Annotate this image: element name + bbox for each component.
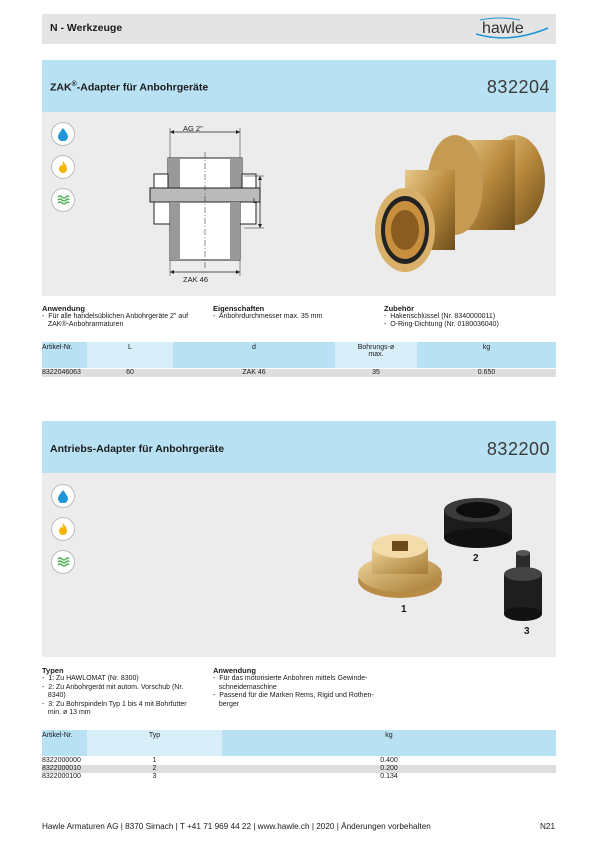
adapter-type2-photo	[440, 492, 516, 550]
adapter-technical-drawing	[140, 118, 280, 290]
s1-th-bohrung: Bohrungs-ø max.	[357, 344, 395, 358]
s2-table-header	[42, 730, 556, 756]
page-number: N21	[540, 822, 556, 831]
s2-info-typen-line4: - 3: Zu Bohrspindeln Typ 1 bis 4 mit Bohrfutter	[42, 701, 187, 708]
hawle-logo	[470, 14, 554, 44]
footer-text: Hawle Armaturen AG | 8370 Sirnach | T +41 71 969 44 22 | www.hawle.ch | 2020 | Änderungen vorbehalten	[42, 822, 431, 831]
s2-info-typen-line1: - 1: Zu HAWLOMAT (Nr. 8300)	[42, 675, 139, 682]
s2-info-heading-typen: Typen	[42, 666, 64, 675]
s1-info-heading-eigenschaften: Eigenschaften	[213, 304, 265, 313]
logo-text: hawle	[482, 20, 524, 37]
s2-th-typ: Typ	[148, 732, 161, 739]
s2-info-anwendung-line1: - Für das motorisierte Anbohren mittels Gewinde-	[213, 675, 368, 682]
drawing-side-label: L	[253, 196, 258, 205]
section1-title: ZAK®-Adapter für Anbohrgeräte	[50, 81, 209, 94]
s2-info-heading-anwendung: Anwendung	[213, 666, 256, 675]
s1-info-anwendung-line2: ZAK®-Anbohrarmaturen	[42, 321, 124, 328]
s1-info-anwendung-line1: - Für alle handelsüblichen Anbohrgeräte 2" auf	[42, 313, 189, 320]
page-category-title: N - Werkzeuge	[50, 22, 123, 34]
s2-th-kg: kg	[385, 732, 393, 739]
s2-th-artikel: Artikel-Nr.	[42, 732, 73, 739]
s1-table-header	[42, 342, 556, 368]
water-drop-icon	[51, 484, 75, 508]
adapter-type3-photo	[498, 550, 548, 622]
s2-info-typen-line5: min. ø 13 mm	[42, 709, 91, 716]
s2-info-anwendung-line3: - Passend für die Marken Rems, Rigid und Rothen-	[213, 692, 374, 699]
adapter-type1-photo	[355, 530, 445, 600]
s2-info-anwendung-line4: berger	[213, 701, 240, 708]
drawing-bottom-label: ZAK 46	[183, 275, 209, 284]
s1-th-d: d	[252, 344, 256, 351]
s1-info-heading-anwendung: Anwendung	[42, 304, 85, 313]
callout-2: 2	[473, 553, 479, 564]
s1-th-artikel: Artikel-Nr.	[42, 344, 73, 351]
s1-info-heading-zubehoer: Zubehör	[384, 304, 414, 313]
s1-info-zubehoer-line1: - Hakenschlüssel (Nr. 8340000011)	[384, 313, 496, 320]
water-drop-icon	[51, 122, 75, 146]
waves-icon	[51, 550, 75, 574]
s1-th-l: L	[128, 344, 132, 351]
table-row: 8322000010 2 0.200	[42, 765, 556, 773]
zak-adapter-product-photo	[365, 120, 555, 285]
waves-icon	[51, 188, 75, 212]
s2-info-anwendung-line2: schneidemaschine	[213, 684, 277, 691]
s1-th-kg: kg	[482, 344, 491, 351]
callout-3: 3	[524, 626, 530, 637]
section2-title: Antriebs-Adapter für Anbohrgeräte	[50, 443, 225, 455]
table-row: 8322000000 1 0.400	[42, 757, 398, 764]
table-row: 8322046063 60 ZAK 46 35 0.650	[42, 369, 556, 377]
callout-1: 1	[401, 604, 407, 615]
section2-article-number: 832200	[486, 439, 550, 459]
flame-icon	[51, 155, 75, 179]
s1-info-zubehoer-line2: - O-Ring-Dichtung (Nr. 0180036040)	[384, 321, 499, 328]
table-row: 8322000100 3 0.134	[42, 773, 398, 780]
s2-info-typen-line3: 8340)	[42, 692, 66, 699]
drawing-top-label: AG 2"	[183, 124, 203, 133]
section1-article-number: 832204	[486, 77, 550, 97]
flame-icon	[51, 517, 75, 541]
s2-info-typen-line2: - 2: Zu Anbohrgerät mit autom. Vorschub (Nr.	[42, 684, 184, 691]
s1-info-eigenschaften-line1: - Anbohrdurchmesser max. 35 mm	[213, 313, 323, 320]
